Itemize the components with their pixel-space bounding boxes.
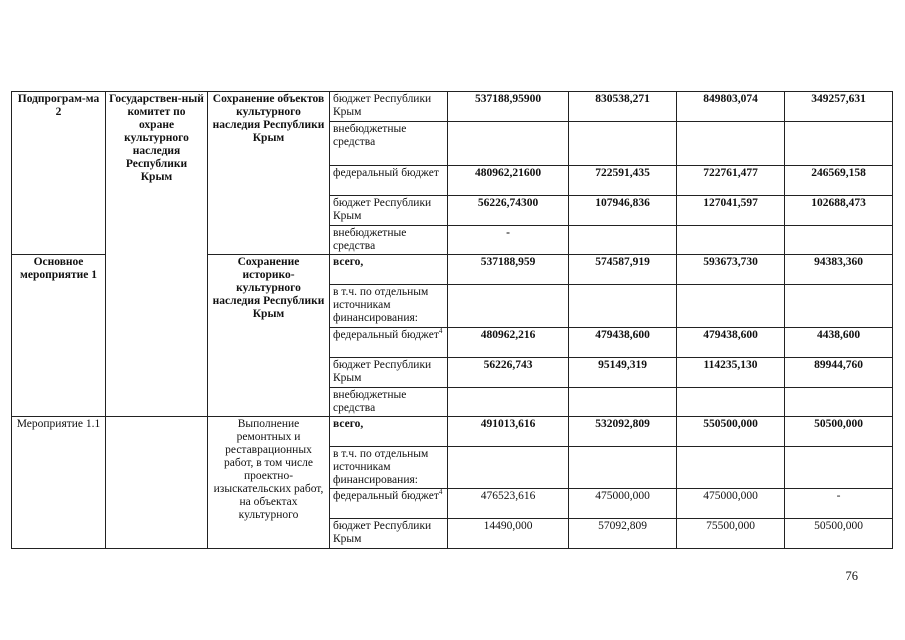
table-row: [12, 92, 893, 122]
funding-source-label: федеральный бюджет: [333, 329, 439, 341]
amount-cell-year-4: [785, 122, 893, 166]
amount-cell-year-4: 50500,000: [785, 519, 893, 549]
amount-cell-year-4: 246569,158: [785, 166, 893, 196]
amount-cell-year-3: [677, 388, 785, 417]
activity-name-cell: Сохранение объектов культурного наследия Республики Крым: [208, 92, 330, 255]
funding-source-label: всего,: [333, 256, 364, 268]
table-row: [12, 417, 893, 447]
funding-source-label: бюджет Республики Крым: [333, 520, 432, 545]
amount-cell-year-2: [569, 285, 677, 328]
activity-name-cell: Выполнение ремонтных и реставрационных работ, в том числе проектно-изыскательских работ, на объектах культурного: [208, 417, 330, 549]
amount-cell-year-3: [677, 285, 785, 328]
amount-cell-year-2: [569, 447, 677, 489]
funding-source-label: федеральный бюджет: [333, 490, 439, 502]
amount-cell-year-1: [448, 122, 569, 166]
amount-cell-year-1: 56226,743: [448, 358, 569, 388]
amount-cell-year-1: 56226,74300: [448, 196, 569, 226]
executor-cell: [106, 417, 208, 549]
amount-cell-year-3: 114235,130: [677, 358, 785, 388]
amount-cell-year-1: 476523,616: [448, 489, 569, 519]
amount-cell-year-3: 75500,000: [677, 519, 785, 549]
funding-source-label: бюджет Республики Крым: [333, 93, 432, 118]
amount-cell-year-2: [569, 388, 677, 417]
funding-source-cell: [330, 519, 448, 549]
amount-cell-year-1: [448, 388, 569, 417]
activity-name-cell: Сохранение историко-культурного наследия Республики Крым: [208, 255, 330, 417]
amount-cell-year-1: 491013,616: [448, 417, 569, 447]
footnote-marker: 4: [438, 488, 443, 497]
amount-cell-year-3: 550500,000: [677, 417, 785, 447]
amount-cell-year-2: 830538,271: [569, 92, 677, 122]
funding-source-cell: [330, 196, 448, 226]
amount-cell-year-1: 480962,216: [448, 328, 569, 358]
funding-source-label: бюджет Республики Крым: [333, 359, 432, 384]
program-name-cell: Подпрограм-ма 2: [12, 92, 106, 255]
amount-cell-year-3: 722761,477: [677, 166, 785, 196]
funding-source-cell: [330, 226, 448, 255]
amount-cell-year-2: 107946,836: [569, 196, 677, 226]
amount-cell-year-4: 349257,631: [785, 92, 893, 122]
footnote-marker: 4: [438, 327, 443, 336]
amount-cell-year-3: [677, 226, 785, 255]
amount-cell-year-2: 479438,600: [569, 328, 677, 358]
amount-cell-year-4: 94383,360: [785, 255, 893, 285]
amount-cell-year-3: 849803,074: [677, 92, 785, 122]
amount-cell-year-4: -: [785, 489, 893, 519]
funding-source-label: бюджет Республики Крым: [333, 197, 432, 222]
amount-cell-year-4: [785, 447, 893, 489]
program-name-cell: Основное мероприятие 1: [12, 255, 106, 417]
funding-source-label: федеральный бюджет: [333, 167, 439, 179]
executor-cell: Государствен-ный комитет по охране культурного наследия Республики Крым: [106, 92, 208, 417]
amount-cell-year-2: 57092,809: [569, 519, 677, 549]
funding-source-cell: [330, 166, 448, 196]
amount-cell-year-3: 479438,600: [677, 328, 785, 358]
amount-cell-year-1: 480962,21600: [448, 166, 569, 196]
amount-cell-year-2: 532092,809: [569, 417, 677, 447]
amount-cell-year-3: 475000,000: [677, 489, 785, 519]
funding-source-label: внебюджетные средства: [333, 123, 407, 148]
amount-cell-year-4: 89944,760: [785, 358, 893, 388]
funding-source-cell: [330, 388, 448, 417]
amount-cell-year-2: 475000,000: [569, 489, 677, 519]
funding-source-label: внебюджетные средства: [333, 389, 407, 414]
funding-source-cell: [330, 489, 448, 519]
amount-cell-year-4: 4438,600: [785, 328, 893, 358]
amount-cell-year-3: [677, 122, 785, 166]
funding-source-cell: [330, 417, 448, 447]
amount-cell-year-3: 127041,597: [677, 196, 785, 226]
funding-source-cell: [330, 358, 448, 388]
amount-cell-year-2: [569, 122, 677, 166]
funding-source-label: в т.ч. по отдельным источникам финансирования:: [333, 448, 429, 486]
funding-source-cell: [330, 255, 448, 285]
amount-cell-year-2: 722591,435: [569, 166, 677, 196]
amount-cell-year-2: [569, 226, 677, 255]
amount-cell-year-1: -: [448, 226, 569, 255]
funding-source-cell: [330, 122, 448, 166]
amount-cell-year-1: [448, 285, 569, 328]
amount-cell-year-1: 537188,959: [448, 255, 569, 285]
amount-cell-year-4: [785, 226, 893, 255]
amount-cell-year-1: [448, 447, 569, 489]
amount-cell-year-2: 95149,319: [569, 358, 677, 388]
funding-source-cell: [330, 447, 448, 489]
amount-cell-year-1: 14490,000: [448, 519, 569, 549]
funding-source-label: в т.ч. по отдельным источникам финансирования:: [333, 286, 429, 324]
amount-cell-year-4: 102688,473: [785, 196, 893, 226]
amount-cell-year-4: [785, 388, 893, 417]
funding-source-cell: [330, 328, 448, 358]
funding-source-label: всего,: [333, 418, 364, 430]
amount-cell-year-4: 50500,000: [785, 417, 893, 447]
page-number: 76: [845, 569, 858, 583]
funding-source-cell: [330, 285, 448, 328]
amount-cell-year-2: 574587,919: [569, 255, 677, 285]
funding-source-cell: [330, 92, 448, 122]
amount-cell-year-4: [785, 285, 893, 328]
program-name-cell: Мероприятие 1.1: [12, 417, 106, 549]
amount-cell-year-1: 537188,95900: [448, 92, 569, 122]
budget-table: [11, 91, 893, 549]
funding-source-label: внебюджетные средства: [333, 227, 407, 252]
amount-cell-year-3: 593673,730: [677, 255, 785, 285]
amount-cell-year-3: [677, 447, 785, 489]
